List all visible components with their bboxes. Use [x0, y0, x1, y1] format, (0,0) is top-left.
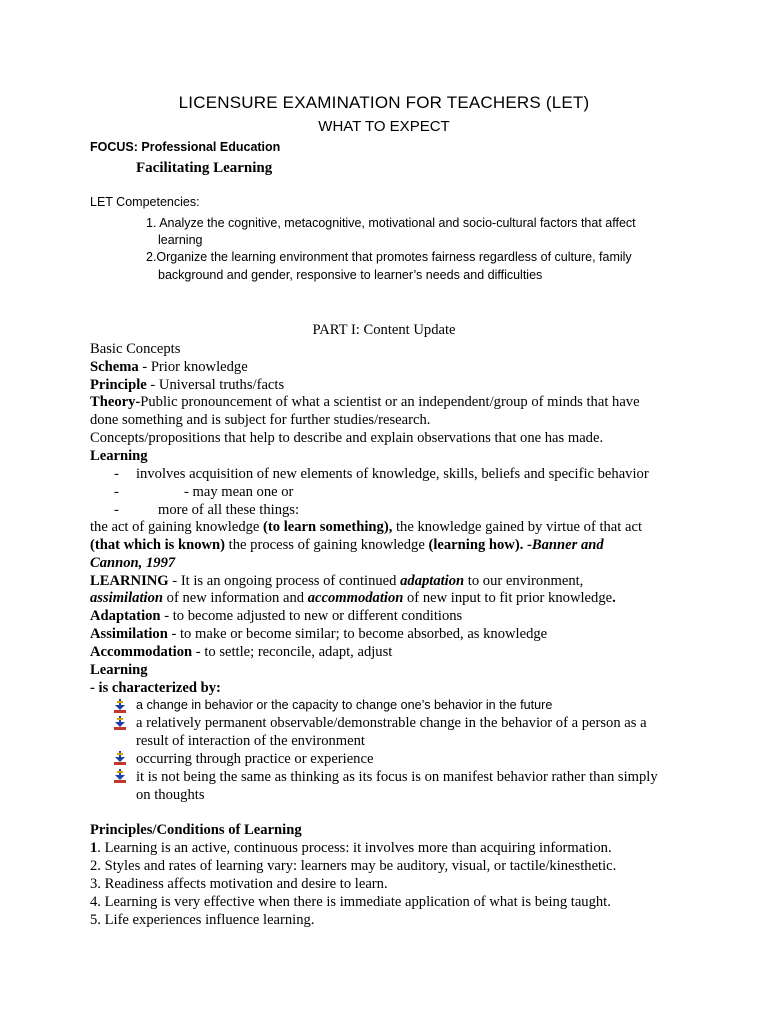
principle-def: - Universal truths/facts [146, 377, 285, 393]
focus-label: FOCUS: Professional Education [90, 140, 281, 154]
bullet-2-line1: a relatively permanent observable/demonstrable change in the behavior of a person as a [136, 715, 647, 731]
accommodation-word: accommodation [307, 590, 404, 606]
assimilation-word: assimilation [90, 590, 163, 606]
principles-heading: Principles/Conditions of Learning [90, 822, 302, 838]
adaptation-def: - to become adjusted to new or different conditions [160, 608, 463, 624]
learning-heading: Learning [90, 448, 148, 464]
act-text-a: the act of gaining knowledge [90, 519, 264, 535]
known-text-c: (learning how) [428, 537, 520, 553]
arrow-bullet-icon [114, 751, 126, 765]
arrow-bullet-icon [114, 769, 126, 783]
principle-4: 4. Learning is very effective when there is immediate application of what is being taught. [90, 894, 611, 910]
learning-caps-term: LEARNING [90, 573, 169, 589]
bullet-4-line2: on thoughts [136, 787, 205, 803]
principle-1-text: . Learning is an active, continuous process: it involves more than acquiring information. [97, 840, 612, 856]
act-text-b: (to learn something), [263, 519, 393, 535]
learning-caps-text-b: to our environment, [464, 573, 584, 589]
learning-heading-2: Learning [90, 662, 148, 678]
competency-2-line2: background and gender, responsive to learner’s needs and difficulties [158, 268, 543, 282]
citation-line: Cannon, 1997 [90, 555, 176, 571]
competency-1-line1: 1. Analyze the cognitive, metacognitive, motivational and socio-cultural factors that affect [146, 216, 636, 230]
dash-1-text: involves acquisition of new elements of knowledge, skills, beliefs and specific behavior [136, 466, 649, 482]
theory-line [90, 394, 640, 411]
act-line [90, 519, 642, 536]
principle-3: 3. Readiness affects motivation and desire to learn. [90, 876, 388, 892]
learning-caps-text-a: - It is an ongoing process of continued [168, 573, 401, 589]
theory-def: Public pronouncement of what a scientist or an independent/group of minds that have [140, 394, 640, 410]
bullet-1-text: a change in behavior or the capacity to change one’s behavior in the future [136, 698, 553, 712]
assim-text-a: of new information and [163, 590, 308, 606]
adaptation-word: adaptation [400, 573, 465, 589]
competency-1-line2: learning [158, 233, 203, 247]
dash-2: - [114, 484, 119, 500]
accommodation-def-line [90, 644, 392, 661]
schema-line [90, 359, 248, 376]
assimilation-line [90, 590, 616, 607]
principle-1 [90, 840, 612, 857]
document-title: LICENSURE EXAMINATION FOR TEACHERS (LET) [178, 93, 590, 112]
adaptation-term: Adaptation [90, 608, 161, 624]
assim-dot: . [612, 590, 616, 606]
schema-def: - Prior knowledge [138, 359, 248, 375]
known-text-b: the process of gaining knowledge [225, 537, 429, 553]
assimilation-def-line [90, 626, 547, 643]
schema-term: Schema [90, 359, 139, 375]
bullet-3-text: occurring through practice or experience [136, 751, 374, 767]
principle-1-number: 1 [90, 840, 98, 856]
arrow-bullet-icon [114, 699, 126, 713]
assimilation-def: - to make or become similar; to become absorbed, as knowledge [167, 626, 548, 642]
theory-def-line2: done something and is subject for further studies/research. [90, 412, 431, 428]
accommodation-def: - to settle; reconcile, adapt, adjust [192, 644, 393, 660]
accommodation-term: Accommodation [90, 644, 193, 660]
dash-3-text: more of all these things: [158, 502, 300, 518]
basic-concepts: Basic Concepts [90, 341, 181, 357]
bullet-2-line2: result of interaction of the environment [136, 733, 365, 749]
principle-line [90, 377, 284, 394]
principle-5: 5. Life experiences influence learning. [90, 912, 315, 928]
theory-term: Theory- [90, 394, 141, 410]
principle-2: 2. Styles and rates of learning vary: learners may be auditory, visual, or tactile/kinesthetic. [90, 858, 617, 874]
concepts-line: Concepts/propositions that help to describe and explain observations that one has made. [90, 430, 604, 446]
known-text-e: Banner and [531, 537, 604, 553]
bullet-4-line1: it is not being the same as thinking as its focus is on manifest behavior rather than simply [136, 769, 658, 785]
focus-topic: Facilitating Learning [136, 160, 273, 176]
adaptation-line [90, 608, 462, 625]
learning-caps-line [90, 573, 583, 590]
assimilation-term: Assimilation [90, 626, 168, 642]
competency-2-line1: 2.Organize the learning environment that promotes fairness regardless of culture, family [146, 250, 632, 264]
assim-text-b: of new input to fit prior knowledge [403, 590, 613, 606]
dash-2-text: - may mean one or [184, 484, 294, 500]
known-text-a: (that which is known) [90, 537, 226, 553]
part1-heading: PART I: Content Update [312, 322, 456, 338]
principle-term: Principle [90, 377, 147, 393]
known-line [90, 537, 604, 554]
arrow-bullet-icon [114, 716, 126, 730]
dash-1: - [114, 466, 119, 482]
competencies-heading: LET Competencies: [90, 195, 200, 209]
document-subtitle: WHAT TO EXPECT [318, 118, 450, 135]
act-text-c: the knowledge gained by virtue of that act [392, 519, 642, 535]
known-text-d: . - [519, 537, 532, 553]
characterized-line: - is characterized by: [90, 680, 221, 696]
dash-3: - [114, 502, 119, 518]
